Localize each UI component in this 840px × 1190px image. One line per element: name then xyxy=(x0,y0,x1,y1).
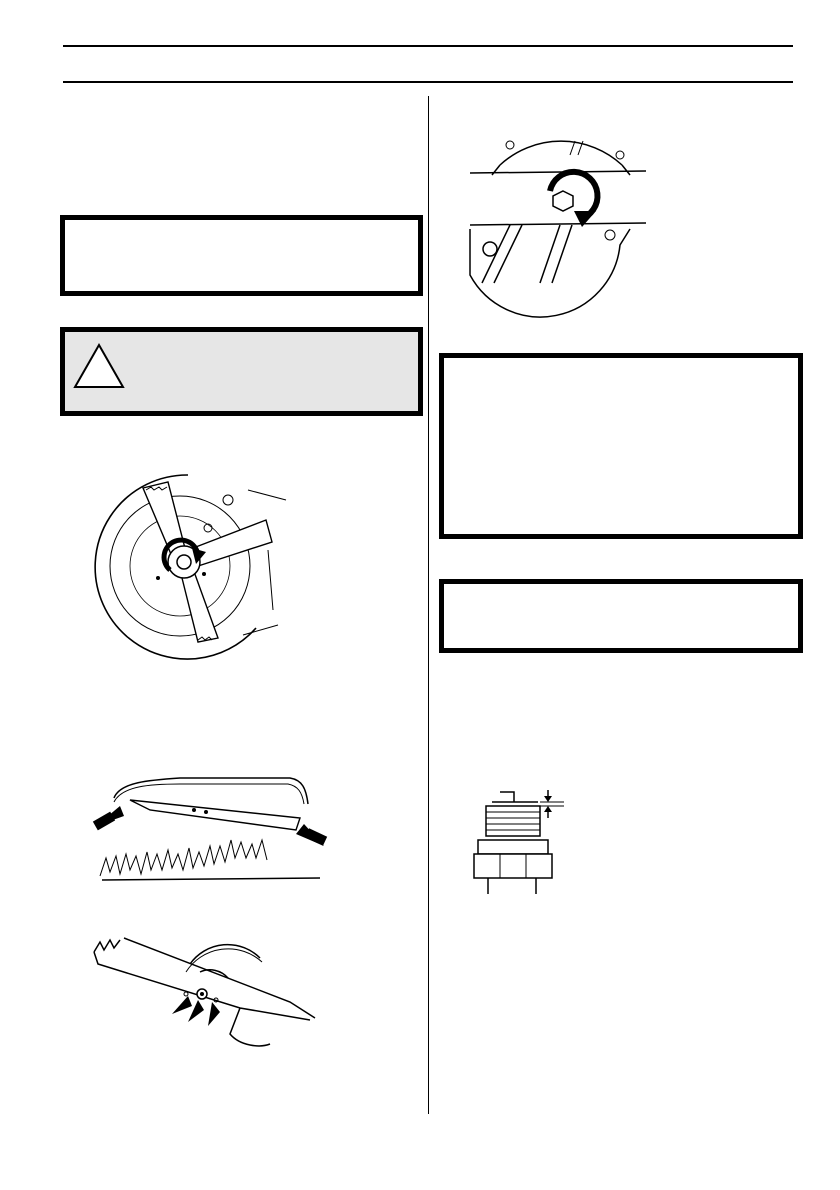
header-rule-top xyxy=(63,45,793,47)
warning-triangle-icon xyxy=(73,342,125,395)
column-divider xyxy=(428,96,429,1114)
note-box-3 xyxy=(439,579,803,653)
spark-plug-gap-icon xyxy=(470,788,580,898)
note-box-2 xyxy=(439,353,803,539)
blade-grinding-wheel-icon xyxy=(90,922,320,1052)
warning-box xyxy=(60,327,423,416)
blade-in-deck-grass-icon xyxy=(90,774,330,889)
header-rule-bottom xyxy=(63,81,793,83)
blade-removal-wrench-icon xyxy=(470,125,650,290)
note-box-1 xyxy=(60,215,423,296)
blade-hub-bolt-rotation-icon xyxy=(88,470,288,660)
